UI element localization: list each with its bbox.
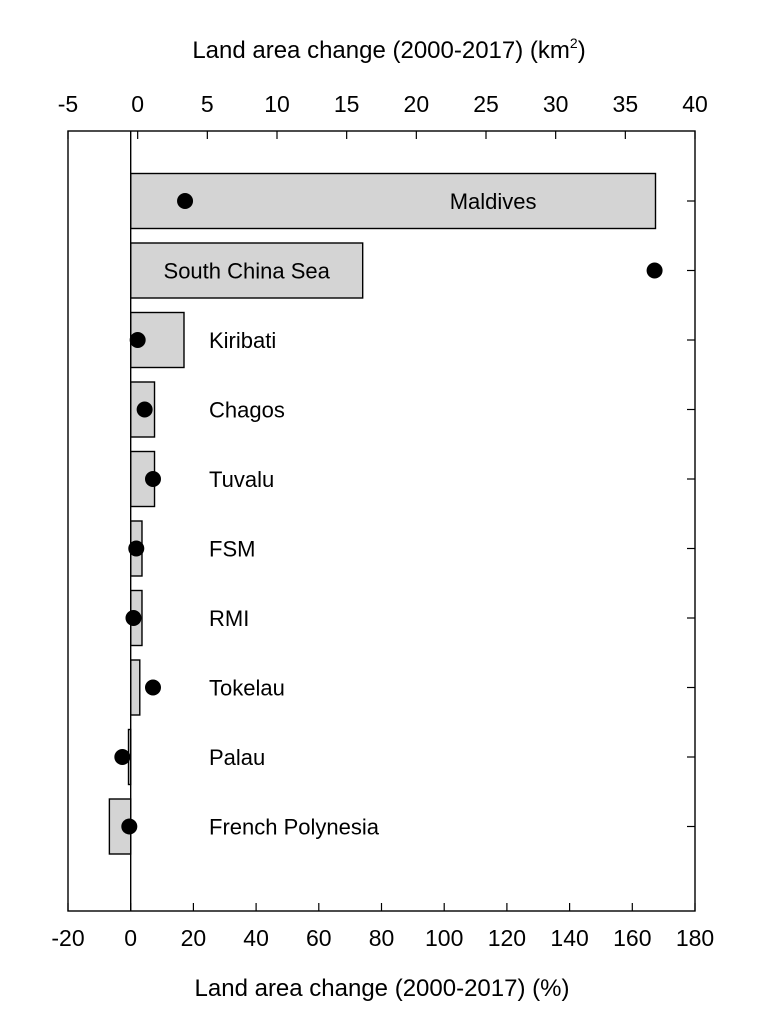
dot-tuvalu	[145, 471, 161, 487]
bottom-tick-label: 180	[675, 925, 715, 951]
top-axis-title-end: )	[577, 37, 586, 64]
top-tick-label: 5	[200, 91, 214, 117]
top-axis-title	[192, 35, 585, 64]
bottom-tick-label: 80	[368, 925, 395, 951]
label-tokelau: Tokelau	[209, 675, 285, 701]
dot-palau	[114, 749, 130, 765]
bottom-tick-label: 20	[180, 925, 207, 951]
bottom-tick-label: 0	[124, 925, 138, 951]
top-tick-label: 20	[403, 91, 430, 117]
label-tuvalu: Tuvalu	[209, 467, 275, 492]
bottom-tick-label: 120	[487, 925, 527, 951]
bottom-tick-label: 160	[613, 925, 652, 951]
bottom-tick-label: 60	[306, 925, 332, 951]
label-french-polynesia: French Polynesia	[209, 814, 379, 840]
bar-maldives	[131, 174, 656, 229]
top-tick-label: 15	[333, 91, 360, 117]
dot-rmi	[125, 610, 141, 626]
bottom-tick-label: 100	[425, 925, 464, 951]
top-axis-title-sup: 2	[569, 35, 578, 51]
bottom-tick-label: 40	[243, 925, 269, 951]
dot-maldives	[177, 193, 193, 209]
bottom-tick-label: 140	[550, 925, 589, 951]
label-south-china-sea: South China Sea	[163, 258, 330, 284]
label-chagos: Chagos	[209, 397, 285, 423]
label-kiribati: Kiribati	[209, 328, 277, 353]
bottom-axis-title: Land area change (2000-2017) (%)	[194, 975, 570, 1002]
top-tick-label: 0	[131, 91, 145, 117]
dot-kiribati	[130, 332, 146, 348]
label-fsm: FSM	[209, 536, 256, 562]
dot-tokelau	[145, 680, 161, 696]
bar-tokelau	[131, 660, 140, 715]
top-tick-label: 40	[682, 91, 708, 117]
top-tick-label: 30	[542, 91, 569, 117]
top-tick-label: -5	[57, 91, 79, 117]
label-palau: Palau	[209, 745, 266, 770]
label-maldives: Maldives	[449, 189, 537, 214]
top-tick-label: 25	[473, 91, 499, 117]
dot-chagos	[137, 402, 153, 418]
top-axis-title-main: Land area change (2000-2017) (km	[192, 37, 570, 64]
top-tick-label: 10	[264, 91, 290, 117]
label-rmi: RMI	[209, 606, 250, 631]
bottom-tick-label: -20	[51, 925, 85, 951]
top-tick-label: 35	[612, 91, 639, 117]
dot-french-polynesia	[121, 819, 137, 835]
dot-south-china-sea	[647, 263, 663, 279]
